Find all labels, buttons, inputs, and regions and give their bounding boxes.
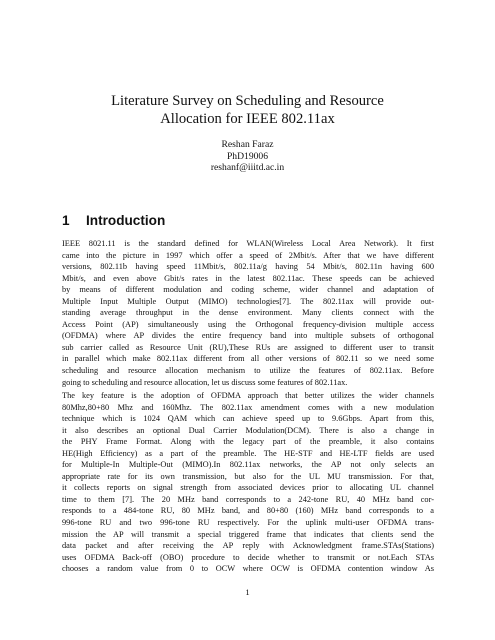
paragraph-line: in parallel which make 802.11ax different from all other versions of 802.11 so we need some <box>62 354 434 364</box>
paragraph-line: sub carrier called as Resource Unit (RU),These RUs are assigned to different user to transit <box>62 342 434 352</box>
author-id: PhD19006 <box>226 150 269 162</box>
paragraph-line: IEEE 8021.11 is the standard defined for WLAN(Wireless Local Area Network). It first <box>62 239 434 248</box>
paragraph-line: appropriate rate for its own transmission, but also for the UL MU transmission. For that, <box>62 471 434 481</box>
paragraph-1 <box>62 238 434 388</box>
paragraph-line: it collects reports on signal strength from associated devices prior to allocating UL channel <box>62 483 434 493</box>
paragraph-line: Mbit/s, and even above Gbit/s rates in the latest 802.11ac. These speeds can be achieved <box>62 273 434 283</box>
paragraph-line: Access Point (AP) simultaneously using the Orthogonal frequency-division multiple access <box>62 319 434 329</box>
paragraph-line: by means of different modulation and coding scheme, wider channel and adaptation of <box>62 285 434 295</box>
author-block <box>50 139 445 174</box>
paragraph-line: for Multiple-In Multiple-Out (MIMO).In 802.11ax networks, the AP not only selects an <box>62 460 434 470</box>
paragraph-line: uses OFDMA Back-off (OBO) procedure to decide whether to transmit or not.Each STAs <box>62 552 434 562</box>
paragraph-line: (OFDMA) where AP divides the entire frequency band into multiple subsets of orthogonal <box>62 331 434 341</box>
paragraph-line: mission the AP will transmit a special triggered frame that indicates that clients send the <box>62 529 434 539</box>
title-line-1: Literature Survey on Scheduling and Resource <box>111 93 384 109</box>
paragraph-line: 80Mhz,80+80 Mhz and 160Mhz. The 802.11ax amendment comes with a new modulation <box>62 402 434 412</box>
paragraph-line: 996-tone RU and two 996-tone RU respectively. For the uplink multi-user OFDMA trans- <box>62 518 434 528</box>
paper-title <box>50 92 445 128</box>
paragraph-line: standing average throughput in the dense environment. Many clients connect with the <box>62 308 434 318</box>
author-name: Reshan Faraz <box>221 139 274 150</box>
paragraph-line: scheduling and resource allocation mechanism to utilize the features of 802.11ax. Before <box>62 366 434 376</box>
paragraph-line: came into the picture in 1997 which offer a speed of 2Mbit/s. After that we have different <box>62 250 434 260</box>
title-line-2: Allocation for IEEE 802.11ax <box>160 111 335 127</box>
section-title: Introduction <box>86 213 166 228</box>
paragraph-line: responds to a 484-tone RU, 80 MHz band, and 80+80 (160) MHz band corresponds to a <box>62 506 434 516</box>
paragraph-line: time to them [7]. The 20 MHz band corresponds to a 242-tone RU, 40 MHz band cor- <box>62 494 434 504</box>
section-heading <box>62 212 165 229</box>
paragraph-line: technique which is 1024 QAM which can achieve speed up to 9.6Gbps. Apart from this, <box>62 414 434 424</box>
paragraph-line: data packet and after receiving the AP reply with Acknowledgment frame.STAs(Stations) <box>62 541 434 551</box>
paragraph-line: the PHY Frame Format. Along with the legacy part of the preamble, it also contains <box>62 437 434 447</box>
paragraph-line: it also describes an optional Dual Carrier Modulation(DCM). There is also a change in <box>62 425 434 435</box>
paragraph-2 <box>62 390 434 575</box>
section-number: 1 <box>62 213 70 228</box>
author-email: reshanf@iiitd.ac.in <box>210 162 285 174</box>
paragraph-line: going to scheduling and resource allocation, let us discuss some features of 802.11ax. <box>62 377 348 387</box>
paragraph-line: HE(High Efficiency) as a part of the preamble. The HE-STF and HE-LTF fields are used <box>62 448 434 458</box>
paragraph-line: versions, 802.11b having speed 11Mbit/s, 802.11a/g having 54 Mbit/s, 802.11n having 600 <box>62 262 434 272</box>
page-number: 1 <box>245 587 250 597</box>
paragraph-line: Multiple Input Multiple Output (MIMO) technologies[7]. The 802.11ax will provide out- <box>62 296 434 306</box>
paragraph-line: chooses a random value from 0 to OCW where OCW is OFDMA contention window As <box>62 564 434 574</box>
paragraph-line: The key feature is the adoption of OFDMA approach that better utilizes the wider channels <box>62 391 434 400</box>
